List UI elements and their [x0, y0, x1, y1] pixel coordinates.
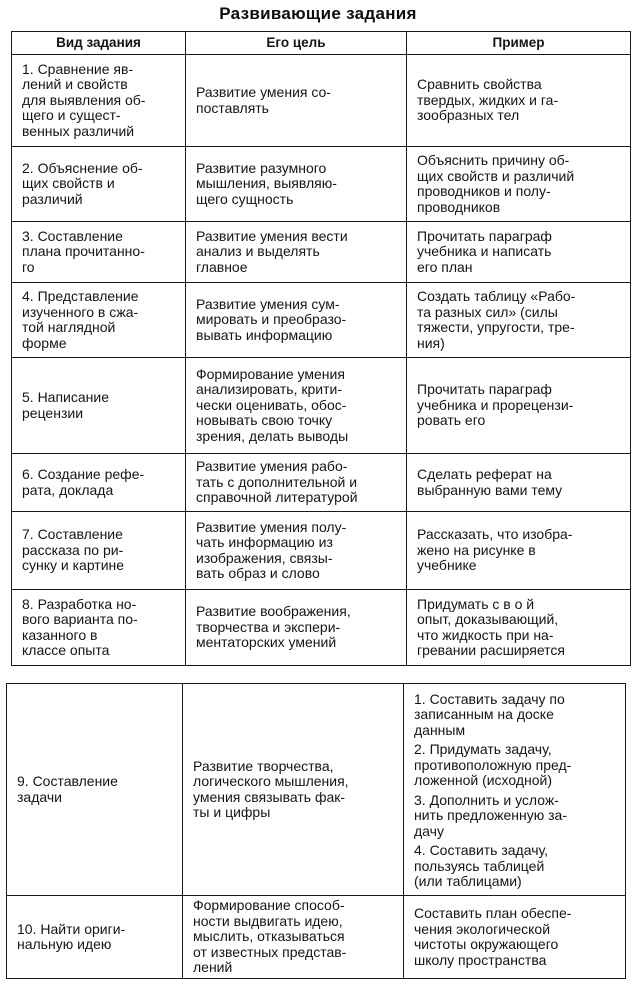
table-row — [12, 358, 631, 454]
example-cell: Составить план обеспе- чения экологической чистоты окружающего школу пространства — [404, 896, 626, 979]
table-row — [12, 283, 631, 358]
example-cell: Объяснить причину об- щих свойств и различий проводников и полу- проводников — [407, 147, 631, 222]
task-type-cell: 2. Объяснение об- щих свойств и различий — [12, 147, 186, 222]
table-row — [12, 222, 631, 283]
task-type-cell: 10. Найти ориги- нальную идею — [7, 896, 183, 979]
example-item: 2. Придумать задачу, противоположную пред- ложенной (исходной) — [414, 741, 572, 788]
developmental-tasks-table — [11, 31, 631, 666]
page-title: Развивающие задания — [219, 4, 417, 23]
table-row — [7, 896, 626, 979]
task-type-cell: 7. Составление рассказа по ри- сунку и картине — [12, 512, 186, 590]
table-row — [12, 512, 631, 590]
developmental-tasks-table-continued — [6, 683, 626, 979]
table-row — [12, 55, 631, 147]
goal-cell: Развитие творчества, логического мышления, умения связывать фак- ты и цифры — [183, 684, 404, 896]
goal-cell: Развитие умения полу- чать информацию из изображения, связы- вать образ и слово — [186, 512, 407, 590]
task-type-cell: 5. Написание рецензии — [12, 358, 186, 454]
example-cell: Прочитать параграф учебника и написать его план — [407, 222, 631, 283]
task-type-cell: 3. Составление плана прочитанно- го — [12, 222, 186, 283]
example-cell: Прочитать параграф учебника и прорецензи- ровать его — [407, 358, 631, 454]
task-type-cell: 1. Сравнение яв- лений и свойств для выявления об- щего и сущест- венных различий — [12, 55, 186, 147]
example-cell: Рассказать, что изобра- жено на рисунке в учебнике — [407, 512, 631, 590]
goal-cell: Развитие умения вести анализ и выделять главное — [186, 222, 407, 283]
table-row — [12, 590, 631, 666]
table-header-row — [12, 32, 631, 55]
column-header-task-type: Вид задания — [12, 32, 186, 55]
task-type-cell: 8. Разработка но- вого варианта по- казанного в классе опыта — [12, 590, 186, 666]
example-item: 1. Составить задачу по записанным на доске данным — [414, 690, 565, 738]
example-item: 4. Составить задачу, пользуясь таблицей (или таблицами) — [414, 842, 548, 889]
table-row — [12, 147, 631, 222]
goal-cell: Развитие воображения, творчества и экспери- ментаторских умений — [186, 590, 407, 666]
goal-cell: Формирование способ- ности выдвигать идею, мыслить, отказываться от известных представ- лений — [183, 896, 404, 979]
goal-cell: Развитие умения сум- мировать и преобразо- вывать информацию — [186, 283, 407, 358]
task-type-cell: 4. Представление изученного в сжа- той наглядной форме — [12, 283, 186, 358]
example-cell: Придумать с в о й опыт, доказывающий, что жидкость при на- гревании расширяется — [407, 590, 631, 666]
task-type-cell: 9. Составление задачи — [7, 684, 183, 896]
goal-cell: Формирование умения анализировать, крити- чески оценивать, обос- новывать свою точку зрения, делать выводы — [186, 358, 407, 454]
table-row — [7, 684, 626, 896]
goal-cell: Развитие разумного мышления, выявляю- щего сущность — [186, 147, 407, 222]
task-type-cell: 6. Создание рефе- рата, доклада — [12, 454, 186, 512]
example-cell: Сделать реферат на выбранную вами тему — [407, 454, 631, 512]
table-row — [12, 454, 631, 512]
column-header-example: Пример — [407, 32, 631, 55]
example-cell: Создать таблицу «Рабо- та разных сил» (силы тяжести, упругости, тре- ния) — [407, 283, 631, 358]
column-header-goal: Его цель — [186, 32, 407, 55]
example-cell: Сравнить свойства твердых, жидких и га- зообразных тел — [407, 55, 631, 147]
example-cell — [404, 684, 626, 896]
goal-cell: Развитие умения рабо- тать с дополнительной и справочной литературой — [186, 454, 407, 512]
example-item: 3. Дополнить и услож- нить предложенную за- дачу — [414, 791, 567, 839]
goal-cell: Развитие умения со- поставлять — [186, 55, 407, 147]
